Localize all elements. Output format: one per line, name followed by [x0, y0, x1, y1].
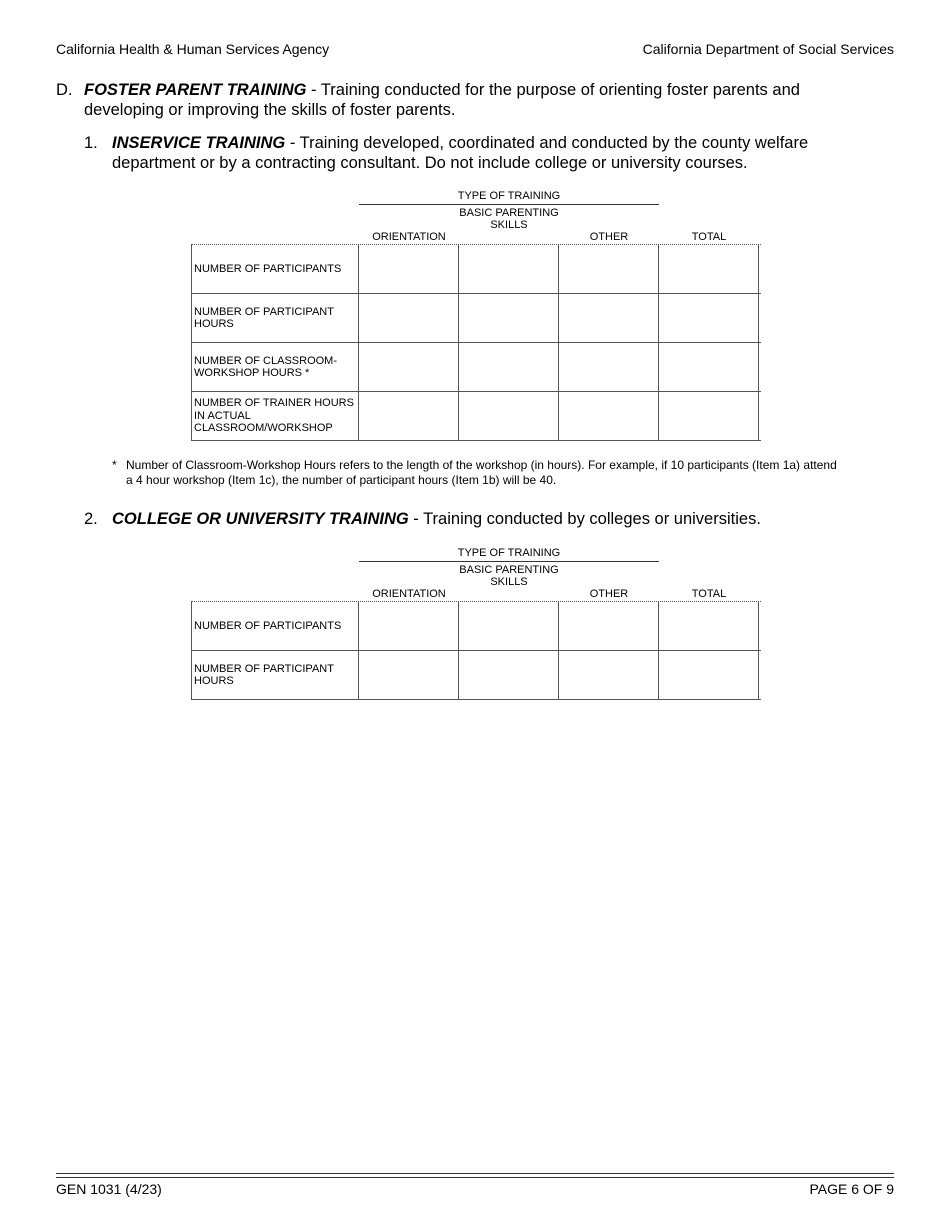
row-label-trainer-hours: NUMBER OF TRAINER HOURS IN ACTUAL CLASSROOM/WORKSHOP [192, 392, 359, 440]
cell-1b-total[interactable] [659, 294, 759, 342]
footer-divider [56, 1173, 894, 1178]
cell-1c-total[interactable] [659, 343, 759, 391]
footnote-asterisk: * [112, 458, 117, 472]
header-department: California Department of Social Services [642, 41, 894, 57]
cell-1c-other[interactable] [559, 343, 659, 391]
cell-2a-total[interactable] [659, 602, 759, 650]
column-header-orientation: ORIENTATION [372, 588, 446, 600]
column-header-basic-parenting-skills: BASIC PARENTING SKILLS [459, 207, 559, 231]
row-label-participant-hours: NUMBER OF PARTICIPANT HOURS [192, 651, 359, 699]
row-label-participants: NUMBER OF PARTICIPANTS [192, 602, 359, 650]
item-marker: 1. [84, 134, 98, 152]
form-number: GEN 1031 (4/23) [56, 1181, 162, 1197]
table-row [192, 245, 761, 294]
cell-1d-basic-parenting[interactable] [459, 392, 559, 440]
cell-2b-basic-parenting[interactable] [459, 651, 559, 699]
header-agency: California Health & Human Services Agency [56, 41, 330, 57]
column-header-orientation: ORIENTATION [372, 231, 446, 243]
item-title: INSERVICE TRAINING [112, 134, 286, 152]
cell-1a-other[interactable] [559, 245, 659, 293]
row-label-participant-hours: NUMBER OF PARTICIPANT HOURS [192, 294, 359, 342]
table-row [192, 602, 761, 651]
column-header-basic-parenting-skills: BASIC PARENTING SKILLS [459, 564, 559, 588]
cell-2a-other[interactable] [559, 602, 659, 650]
item-description: - Training conducted by colleges or universities. [408, 510, 761, 528]
cell-1a-basic-parenting[interactable] [459, 245, 559, 293]
table-row [192, 294, 761, 343]
row-label-participants: NUMBER OF PARTICIPANTS [192, 245, 359, 293]
table-row [192, 392, 761, 441]
table-grid [191, 244, 761, 441]
cell-1b-other[interactable] [559, 294, 659, 342]
item-title: COLLEGE OR UNIVERSITY TRAINING [112, 510, 409, 528]
cell-1b-basic-parenting[interactable] [459, 294, 559, 342]
cell-2b-total[interactable] [659, 651, 759, 699]
column-header-other: OTHER [589, 588, 629, 600]
item-inservice-training [84, 133, 864, 173]
item-description: - Training developed, coordinated and conducted by the county welfare department or by a contracting consultant. Do not include college or university courses. [112, 134, 809, 172]
row-label-classroom-workshop-hours: NUMBER OF CLASSROOM-WORKSHOP HOURS * [192, 343, 359, 391]
cell-1c-basic-parenting[interactable] [459, 343, 559, 391]
section-marker: D. [56, 81, 73, 99]
cell-1a-total[interactable] [659, 245, 759, 293]
column-header-total: TOTAL [691, 588, 727, 600]
cell-1d-total[interactable] [659, 392, 759, 440]
section-description: - Training conducted for the purpose of orienting foster parents and developing or improving the skills of foster parents. [84, 81, 800, 119]
cell-2a-orientation[interactable] [359, 602, 459, 650]
cell-1d-orientation[interactable] [359, 392, 459, 440]
column-header-other: OTHER [589, 231, 629, 243]
cell-1a-orientation[interactable] [359, 245, 459, 293]
type-of-training-label: TYPE OF TRAINING [359, 545, 659, 562]
footnote-text: Number of Classroom-Workshop Hours refers to the length of the workshop (in hours). For example, if 10 participants (Item 1a) attend a 4 hour workshop (Item 1c), the number of participant hours (Item 1b) will be 40. [126, 458, 837, 487]
footnote [112, 458, 842, 488]
cell-1d-other[interactable] [559, 392, 659, 440]
table-row [192, 343, 761, 392]
section-d [56, 80, 856, 120]
cell-2b-orientation[interactable] [359, 651, 459, 699]
column-header-total: TOTAL [691, 231, 727, 243]
cell-1b-orientation[interactable] [359, 294, 459, 342]
item-marker: 2. [84, 510, 98, 528]
type-of-training-label: TYPE OF TRAINING [359, 188, 659, 205]
page-number: PAGE 6 OF 9 [809, 1181, 894, 1197]
cell-2b-other[interactable] [559, 651, 659, 699]
item-college-training [84, 509, 864, 529]
cell-2a-basic-parenting[interactable] [459, 602, 559, 650]
section-title: FOSTER PARENT TRAINING [84, 81, 307, 99]
cell-1c-orientation[interactable] [359, 343, 459, 391]
table-grid [191, 601, 761, 700]
table-row [192, 651, 761, 700]
